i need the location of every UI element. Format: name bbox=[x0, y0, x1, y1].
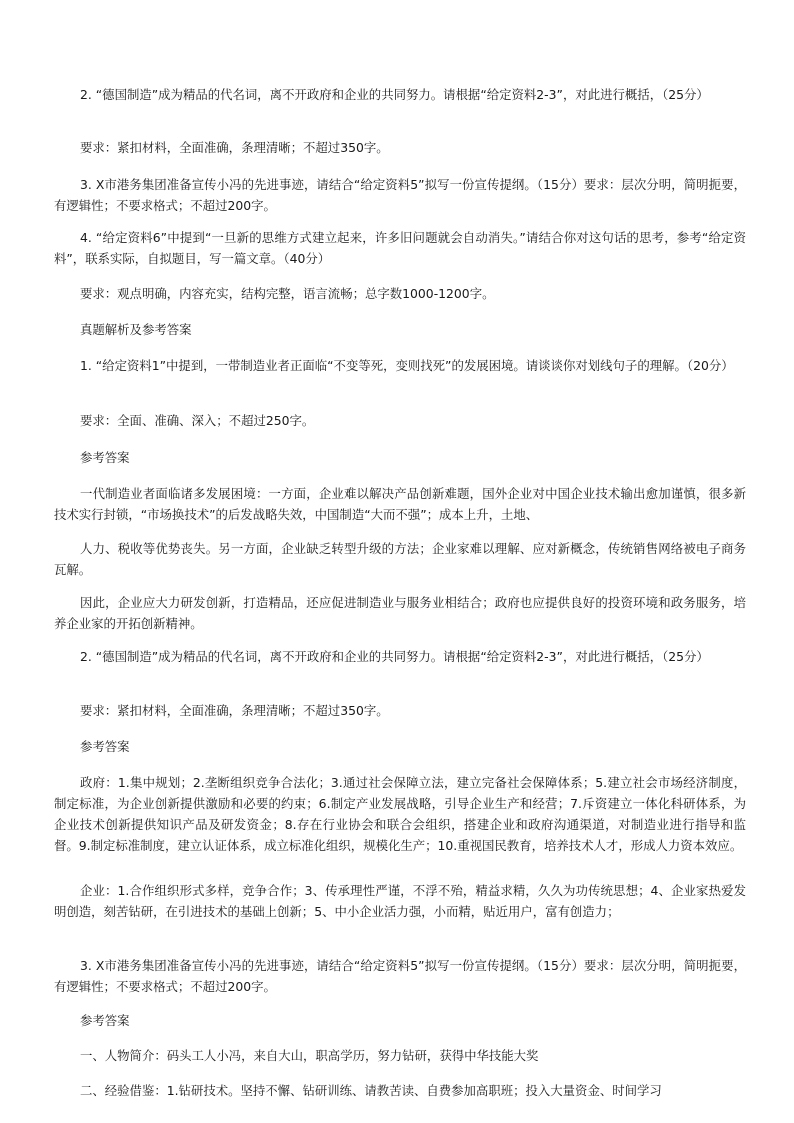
reference-answer-label: 参考答案 bbox=[80, 739, 130, 754]
question-2-text: 2. “德国制造”成为精品的代名词，离不开政府和企业的共同努力。请根据“给定资料2-3”，对此进行概括，（25分） bbox=[80, 87, 709, 102]
answer-question-3: 3. X市港务集团准备宣传小冯的先进事迹，请结合“给定资料5”拟写一份宣传提纲。（15分）要求：层次分明，简明扼要，有逻辑性；不要求格式；不超过200字。 bbox=[54, 958, 746, 994]
answer-question-2: 2. “德国制造”成为精品的代名词，离不开政府和企业的共同努力。请根据“给定资料2-3”，对此进行概括，（25分） bbox=[80, 649, 709, 664]
answer-2-government: 政府：1.集中规划；2.垄断组织竞争合法化；3.通过社会保障立法，建立完备社会保障体系；5.建立社会市场经济制度，制定标准，为企业创新提供激励和必要的约束；6.制定产业发展战略，引导企业生产和经营；7.斥资建立一体化科研体系，为企业技术创新提供知识产品及研发资金；8.存在行业协会和联合会组织，搭建企业和政府沟通渠道，对制造业进行指导和监督。9.制定标准制度，建立认证体系，成立标准化组织，规模化生产；10.重视国民教育，培养技术人才，形成人力资本效应。 bbox=[54, 775, 746, 853]
answer-1-conclusion: 因此，企业应大力研发创新，打造精品，还应促进制造业与服务业相结合；政府也应提供良好的投资环境和政务服务，培养企业家的开拓创新精神。 bbox=[54, 595, 746, 631]
section-heading: 真题解析及参考答案 bbox=[80, 322, 192, 337]
answer-3-outline-2: 二、经验借鉴：1.钻研技术。坚持不懈、钻研训练、请教苦读、自费参加高职班；投入大量资金、时间学习 bbox=[80, 1083, 662, 1098]
answer-1-requirement: 要求：全面、准确、深入；不超过250字。 bbox=[80, 413, 315, 428]
reference-answer-label: 参考答案 bbox=[80, 450, 130, 465]
question-4-text: 4. “给定资料6”中提到“一旦新的思维方式建立起来，许多旧问题就会自动消失。”请结合你对这句话的思考，参考“给定资料”，联系实际，自拟题目，写一篇文章。（40分） bbox=[54, 230, 746, 266]
answer-3-outline-1: 一、人物简介：码头工人小冯，来自大山，职高学历，努力钻研，获得中华技能大奖 bbox=[80, 1048, 539, 1063]
answer-1-body-part1: 一代制造业者面临诸多发展困境：一方面，企业难以解决产品创新难题，国外企业对中国企业技术输出愈加谨慎，很多新技术实行封锁，“市场换技术”的后发战略失效，中国制造“大而不强”；成本上升，土地、 bbox=[54, 486, 746, 522]
answer-2-enterprise: 企业：1.合作组织形式多样，竞争合作；3、传承理性严谨，不浮不殆，精益求精，久久为功传统思想；4、企业家热爱发明创造，刻苦钻研，在引进技术的基础上创新；5、中小企业活力强，小而精，贴近用户，富有创造力； bbox=[54, 883, 746, 919]
question-3-text: 3. X市港务集团准备宣传小冯的先进事迹，请结合“给定资料5”拟写一份宣传提纲。（15分）要求：层次分明，简明扼要，有逻辑性；不要求格式；不超过200字。 bbox=[54, 177, 746, 213]
reference-answer-label: 参考答案 bbox=[80, 1013, 130, 1028]
question-4-requirement: 要求：观点明确，内容充实，结构完整，语言流畅；总字数1000-1200字。 bbox=[80, 286, 495, 301]
answer-question-1: 1. “给定资料1”中提到，一带制造业者正面临“不变等死，变则找死”的发展困境。请谈谈你对划线句子的理解。（20分） bbox=[80, 358, 734, 373]
question-2-requirement: 要求：紧扣材料，全面准确，条理清晰；不超过350字。 bbox=[80, 140, 389, 155]
answer-2-requirement: 要求：紧扣材料，全面准确，条理清晰；不超过350字。 bbox=[80, 703, 389, 718]
answer-1-body-part2: 人力、税收等优势丧失。另一方面，企业缺乏转型升级的方法；企业家难以理解、应对新概念，传统销售网络被电子商务瓦解。 bbox=[54, 541, 746, 577]
